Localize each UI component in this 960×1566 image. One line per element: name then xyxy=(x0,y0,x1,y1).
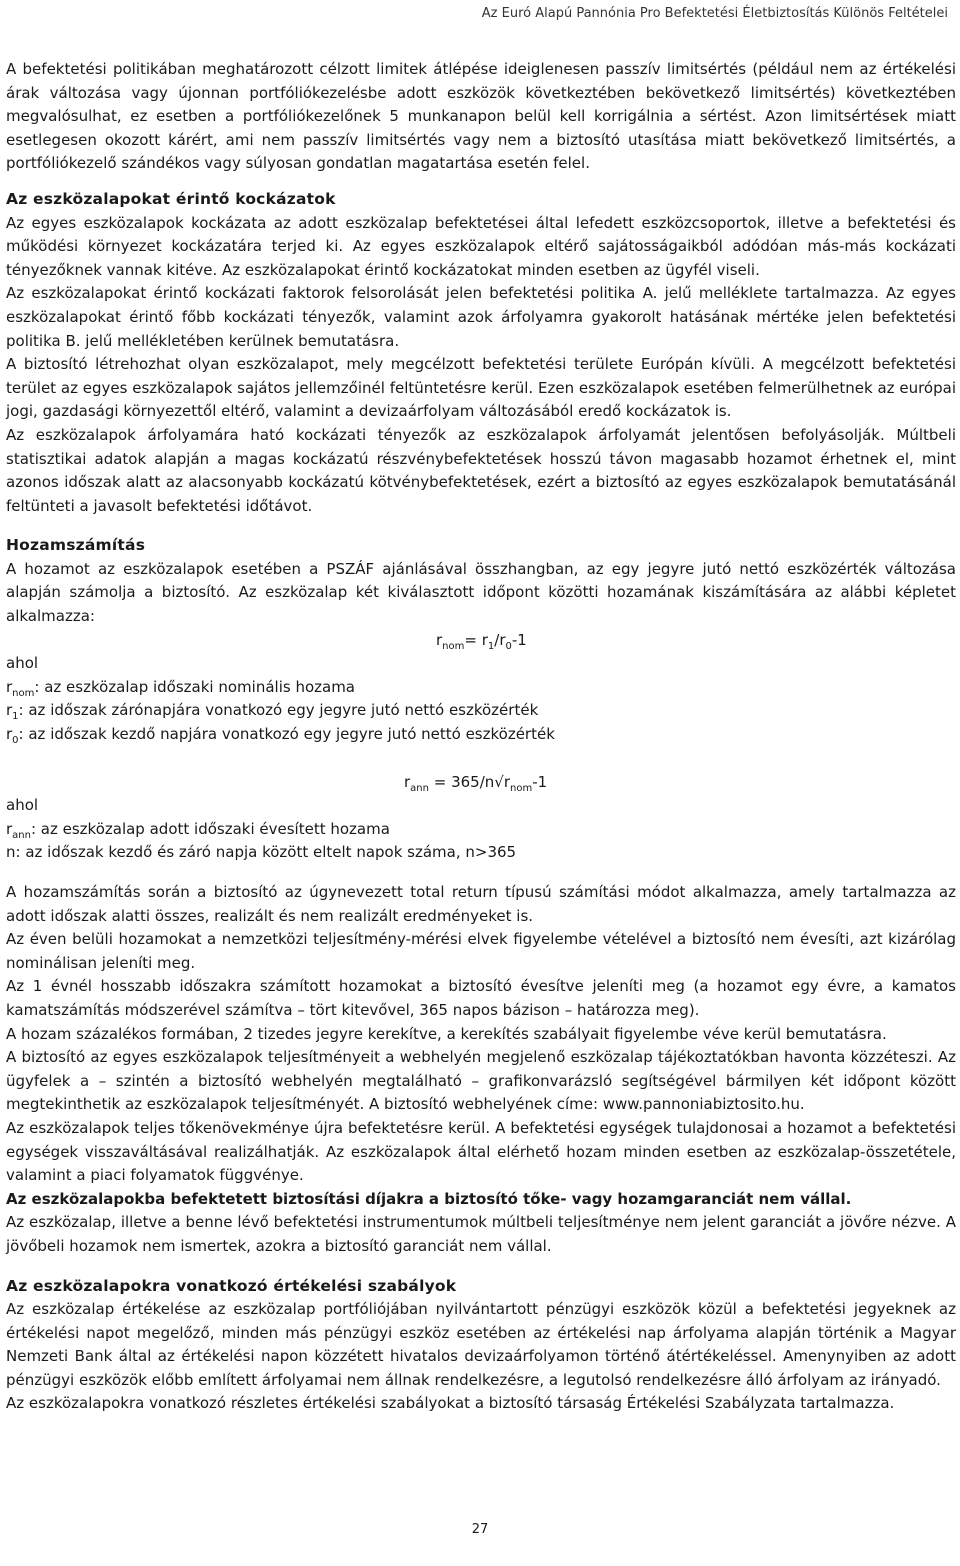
valuation-paragraph-1: Az eszközalap értékelése az eszközalap portfóliójában nyilvántartott pénzügyi eszközök közül a befektetési jegyeknek az értékelési napot megelőző, minden más pénzügyi eszköz esetében az értékelési nap árfolyama alapján történik a Magyar Nemzeti Bank által az értékelési napon közzétett hivatalos devizaárfolyamon történő átértékeléssel. Amenynyiben az adott pénzügyi eszközök előbb említett árfolyamai nem állnak rendelkezésre, a legutolsó rendelkezésre álló árfolyam az irányadó. xyxy=(6,1300,956,1389)
yield-paragraph-5: A hozam százalékos formában, 2 tizedes jegyre kerekítve, a kerekítés szabályait figyelembe véve kerül bemutatásra. xyxy=(6,1024,887,1043)
definition-n: n: az időszak kezdő és záró napja között eltelt napok száma, n>365 xyxy=(6,843,517,862)
ahol-label-2: ahol xyxy=(6,796,39,815)
formula-annual-yield: $r_{ann} = 365/n√r_{nom}-1$ xyxy=(404,772,548,794)
yield-paragraph-2: A hozamszámítás során a biztosító az úgynevezett total return típusú számítási módot alkalmazza, amely tartalmazza az adott időszak alatti összes, realizált és nem realizált eredményeket is. xyxy=(6,883,956,925)
risks-paragraph-4: Az eszközalapok árfolyamára ható kockázati tényezők az eszközalapok árfolyamát jelentősen befolyásolják. Múltbeli statisztikai adatok alapján a magas kockázatú részvénybefektetések hosszú távon magasabb hozamot érhetnek el, mint azonos időszak alatt az alacsonyabb kockázatú kötvénybefektetések, ezért a biztosító az egyes eszközalapok bemutatásánál feltünteti a javasolt befektetési időtávot. xyxy=(6,425,956,515)
page-header: Az Euró Alapú Pannónia Pro Befektetési Életbiztosítás Különös Feltételei xyxy=(481,6,948,21)
yield-paragraph-6: A biztosító az egyes eszközalapok teljesítményeit a webhelyén megjelenő eszközalap tájékoztatókban havonta közzéteszi. Az ügyfelek a – szintén a biztosító webhelyén megtalálható – grafikonvarázsló segítségével bármilyen két időpont között megtekinthetik az eszközalapok teljesítményét. A biztosító webhelyének címe: www.pannoniabiztosito.hu. xyxy=(6,1048,956,1114)
yield-paragraph-7: Az eszközalapok teljes tőkenövekménye újra befektetésre kerül. A befektetési egységek tulajdonosai a hozamot a befektetési egységek visszaváltásával realizálhatják. Az eszközalapok által elérhető hozam minden esetben az eszközalap-összetétele, valamint a piaci folyamatok függvénye. xyxy=(6,1118,956,1185)
definition-r-0: $r_0$: az időszak kezdő napjára vonatkozó egy jegyre jutó nettó eszközérték xyxy=(6,725,555,747)
no-guarantee-statement: Az eszközalapokba befektetett biztosítási díjakra a biztosító tőke- vagy hozamgaranciát nem vállal. xyxy=(6,1189,852,1208)
page-number: 27 xyxy=(471,1522,489,1537)
intro-paragraph: A befektetési politikában meghatározott célzott limitek átlépése ideiglenesen passzív limitsértés (például nem az értékelési árak változása vagy újonnan portfóliókezelésbe adott eszközök következtében bekövetkező limitsértés) következtében megvalósulhat, ez esetben a portfóliókezelőnek 5 munkanapon belül kell korrigálnia a sértést. Azon limitsértések miatt esetlegesen okozott kárért, ami nem passzív limitsértés vagy nem a biztosító utasítása miatt bekövetkező limitsértés, a portfóliókezelő szándékos vagy súlyosan gondatlan magatartása esetén felel. xyxy=(6,60,956,173)
section-heading-valuation: Az eszközalapokra vonatkozó értékelési szabályok xyxy=(6,1276,457,1295)
yield-paragraph-8: Az eszközalap, illetve a benne lévő befektetési instrumentumok múltbeli teljesítménye nem jelent garanciát a jövőre nézve. A jövőbeli hozamok nem ismertek, azokra a biztosító garanciát nem vállal. xyxy=(6,1213,956,1255)
valuation-paragraph-2: Az eszközalapokra vonatkozó részletes értékelési szabályokat a biztosító társaság Értékelési Szabályzata tartalmazza. xyxy=(6,1394,895,1413)
yield-paragraph-3: Az éven belüli hozamokat a nemzetközi teljesítmény-mérési elvek figyelembe vételével a biztosító nem évesíti, azt kizárólag nominálisan jeleníti meg. xyxy=(6,930,956,972)
formula-nominal-yield: $r_{nom}= r_1/r_0-1$ xyxy=(436,630,527,652)
section-heading-yield: Hozamszámítás xyxy=(6,536,146,555)
risks-paragraph-1: Az egyes eszközalapok kockázata az adott eszközalap befektetései által lefedett eszközcsoportok, illetve a befektetési és működési környezet kockázatára terjed ki. Az egyes eszközalapok eltérő sajátosságaikból adódóan más-más kockázati tényezőknek vannak kitéve. Az eszközalapokat érintő kockázatokat minden esetben az ügyfél viseli. xyxy=(6,213,956,279)
ahol-label: ahol xyxy=(6,654,39,673)
yield-paragraph-1: A hozamot az eszközalapok esetében a PSZÁF ajánlásával összhangban, az egy jegyre jutó nettó eszközérték változása alapján számolja a biztosító. Az eszközalap két kiválasztott időpont közötti hozamának kiszámítására az alábbi képletet alkalmazza: xyxy=(6,559,956,626)
definition-r-nom: $r_{nom}$: az eszközalap időszaki nominális hozama xyxy=(6,677,355,699)
risks-paragraph-3: A biztosító létrehozhat olyan eszközalapot, mely megcélzott befektetési területe Európán kívüli. A megcélzott befektetési terület az egyes eszközalapok sajátos jellemzőinél feltüntetésre kerül. Ezen eszközalapok esetében felmerülhetnek az európai jogi, gazdasági környezettől eltérő, valamint a devizaárfolyam változásából eredő kockázatok is. xyxy=(6,355,956,421)
definition-r-1: $r_1$: az időszak zárónapjára vonatkozó egy jegyre jutó nettó eszközérték xyxy=(6,701,539,723)
risks-paragraph-2: Az eszközalapokat érintő kockázati faktorok felsorolását jelen befektetési politika A. jelű melléklete tartalmazza. Az egyes eszközalapokat érintő főbb kockázati tényezők, valamint azok árfolyamra gyakorolt hatásának mértéke jelen befektetési politika B. jelű mellékletében kerülnek bemutatásra. xyxy=(6,284,956,350)
document-body xyxy=(6,58,956,1416)
definition-r-ann: $r_{ann}$: az eszközalap adott időszaki évesített hozama xyxy=(6,819,390,841)
section-heading-risks: Az eszközalapokat érintő kockázatok xyxy=(6,189,336,208)
yield-paragraph-4: Az 1 évnél hosszabb időszakra számított hozamokat a biztosító évesítve jeleníti meg (a hozamot egy évre, a kamatos kamatszámítás módszerével számítva – tört kitevővel, 365 napos bázison – határozza meg). xyxy=(6,977,956,1019)
